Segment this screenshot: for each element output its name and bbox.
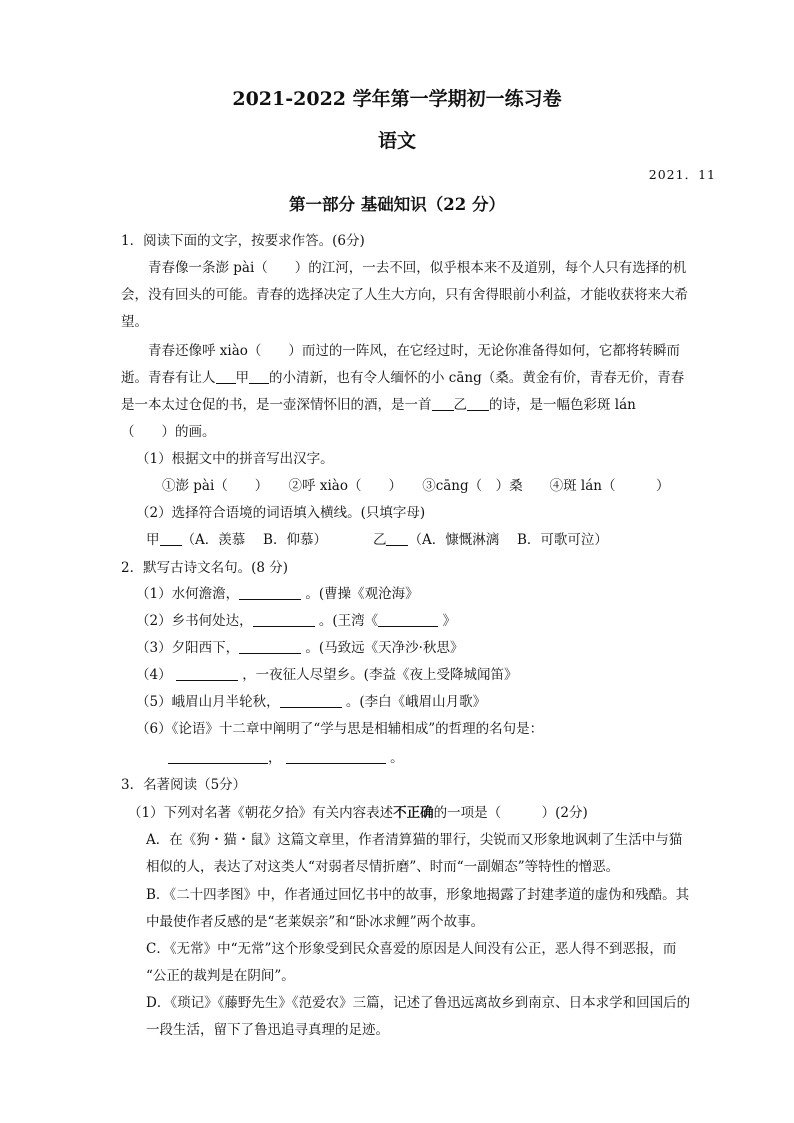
answer-blank[interactable] — [378, 612, 438, 627]
q1-para1-line2: 会，没有回头的可能。青春的选择决定了人生大方向，只有舍得眼前小利益，才能收获将来大希 — [121, 287, 688, 303]
answer-blank[interactable] — [386, 531, 408, 546]
q2-stem: 2．默写古诗文名句。(8 分) — [121, 560, 289, 576]
q1-sub2: （2）选择符合语境的词语填入横线。(只填字母) — [136, 505, 426, 521]
item-text: 。(王湾《 — [318, 613, 379, 629]
q1-sub1: （1）根据文中的拼音写出汉字。 — [136, 451, 334, 467]
item-text: 。(李白《峨眉山月歌》 — [345, 694, 487, 710]
answer-blank[interactable] — [239, 585, 301, 600]
item-text: 。(马致远《天净沙·秋思》 — [305, 640, 464, 656]
item-text: ，一夜征人尽望乡。(李益《夜上受降城闻笛》 — [242, 667, 518, 683]
item-text: 。(曹操《观沧海》 — [305, 586, 419, 602]
q3-option-b-line2: 中最使作者反感的是“老莱娱亲”和“卧冰求鲤”两个故事。 — [146, 914, 485, 930]
item-text: 。 — [390, 750, 404, 766]
text-segment: 逝。青春有让人 — [121, 370, 216, 386]
item-text: ， — [268, 750, 282, 766]
answer-blank[interactable] — [168, 749, 268, 764]
section-title: 第一部分 基础知识（22 分） — [289, 195, 505, 214]
q3-sub1 — [128, 801, 588, 821]
text-segment: 是一本太过仓促的书，是一壶深情怀旧的酒，是一首 — [121, 397, 432, 413]
q1-para2-line3 — [121, 393, 636, 413]
item-text: （2）乡书何处达， — [136, 613, 253, 629]
fill-blank[interactable] — [249, 369, 269, 384]
q3-option-c-line1: C．《无常》中“无常”这个形象受到民众喜爱的原因是人间没有公正，恶人得不到恶报，而 — [146, 941, 677, 957]
q3-option-c-line2: “公正的裁判是在阴间”。 — [146, 968, 295, 984]
q3-option-a-line1: A．在《狗・猫・鼠》这篇文章里，作者清算猫的罪行，尖锐而又形象地讽刺了生活中与猫 — [146, 832, 683, 848]
fill-blank[interactable] — [467, 396, 489, 411]
q1-sub1-items: ①澎 pài（ ） ②呼 xiào（ ） ③cāng（ ）桑 ④斑 lán（ ） — [162, 478, 670, 494]
q2-item6: （6）《论语》十二章中阐明了“学与思是相辅相成”的哲理的名句是： — [136, 721, 544, 737]
q1-para2-line1: 青春还像呼 xiào（ ）而过的一阵风，在它经过时，无论你准备得如何，它都将转瞬而 — [148, 343, 680, 359]
answer-blank[interactable] — [280, 693, 342, 708]
q2-item4 — [136, 663, 517, 683]
q2-item2 — [136, 609, 456, 629]
q1-para2-line2 — [121, 366, 684, 386]
q3-option-b-line1: B．《二十四孝图》中，作者通过回忆书中的故事，形象地揭露了封建孝道的虚伪和残酷。其 — [146, 887, 690, 903]
item-text: （1）下列对名著《朝花夕拾》有关内容表述 — [128, 805, 394, 821]
answer-blank[interactable] — [253, 612, 315, 627]
text-segment: 的诗，是一幅色彩斑 lán — [489, 397, 636, 413]
item-text: 的一项是（ ）(2分) — [433, 805, 588, 821]
exam-title: 2021-2022 学年第一学期初一练习卷 — [232, 88, 562, 110]
answer-blank[interactable] — [286, 749, 386, 764]
text-segment: 的小清新，也有令人缅怀的小 cāng（桑。黄金有价，青春无价，青春 — [269, 370, 685, 386]
subject-title: 语文 — [377, 130, 416, 152]
q3-option-d-line1: D．《琐记》《藤野先生》《范爱农》三篇，记述了鲁迅远离故乡到南京、日本求学和回国后的 — [146, 995, 691, 1011]
q1-sub2-options — [146, 528, 608, 548]
item-text: （5）峨眉山月半轮秋， — [136, 694, 280, 710]
q2-item5 — [136, 690, 486, 710]
item-text: （4） — [136, 667, 172, 683]
item-text: （1）水何澹澹， — [136, 586, 240, 602]
emphasis-text: 不正确 — [393, 805, 434, 821]
answer-blank[interactable] — [176, 666, 238, 681]
exam-date: 2021．11 — [648, 167, 716, 182]
fill-blank[interactable] — [216, 369, 236, 384]
q2-item6-blanks — [168, 746, 404, 766]
q1-para1-line3: 望。 — [121, 314, 148, 330]
q1-para1-line1: 青春像一条澎 pài（ ）的江河，一去不回，似乎根本来不及道别，每个人只有选择的机 — [148, 260, 687, 276]
q2-item1 — [136, 582, 419, 602]
q3-option-a-line2: 相似的人，表达了对这类人“对弱者尽情折磨”、时而“一副媚态”等特性的憎恶。 — [146, 859, 620, 875]
option-label: 乙 — [372, 532, 387, 548]
blank-label: 甲 — [235, 370, 249, 386]
option-choices: （A．羡慕 B．仰慕） — [181, 532, 327, 548]
blank-label: 乙 — [453, 397, 467, 413]
q1-stem: 1．阅读下面的文字，按要求作答。(6分) — [121, 233, 365, 249]
item-text: （3）夕阳西下， — [136, 640, 240, 656]
answer-blank[interactable] — [239, 639, 301, 654]
q3-option-d-line2: 一段生活，留下了鲁迅追寻真理的足迹。 — [146, 1022, 389, 1038]
item-text: 》 — [442, 613, 456, 629]
answer-blank[interactable] — [160, 531, 182, 546]
fill-blank[interactable] — [432, 396, 454, 411]
q3-stem: 3．名著阅读（5分） — [121, 777, 247, 793]
option-choices: （A．慷慨淋漓 B．可歌可泣） — [408, 532, 608, 548]
q2-item3 — [136, 636, 463, 656]
option-label: 甲 — [146, 532, 160, 548]
q1-para2-line4: （ ）的画。 — [121, 424, 216, 440]
